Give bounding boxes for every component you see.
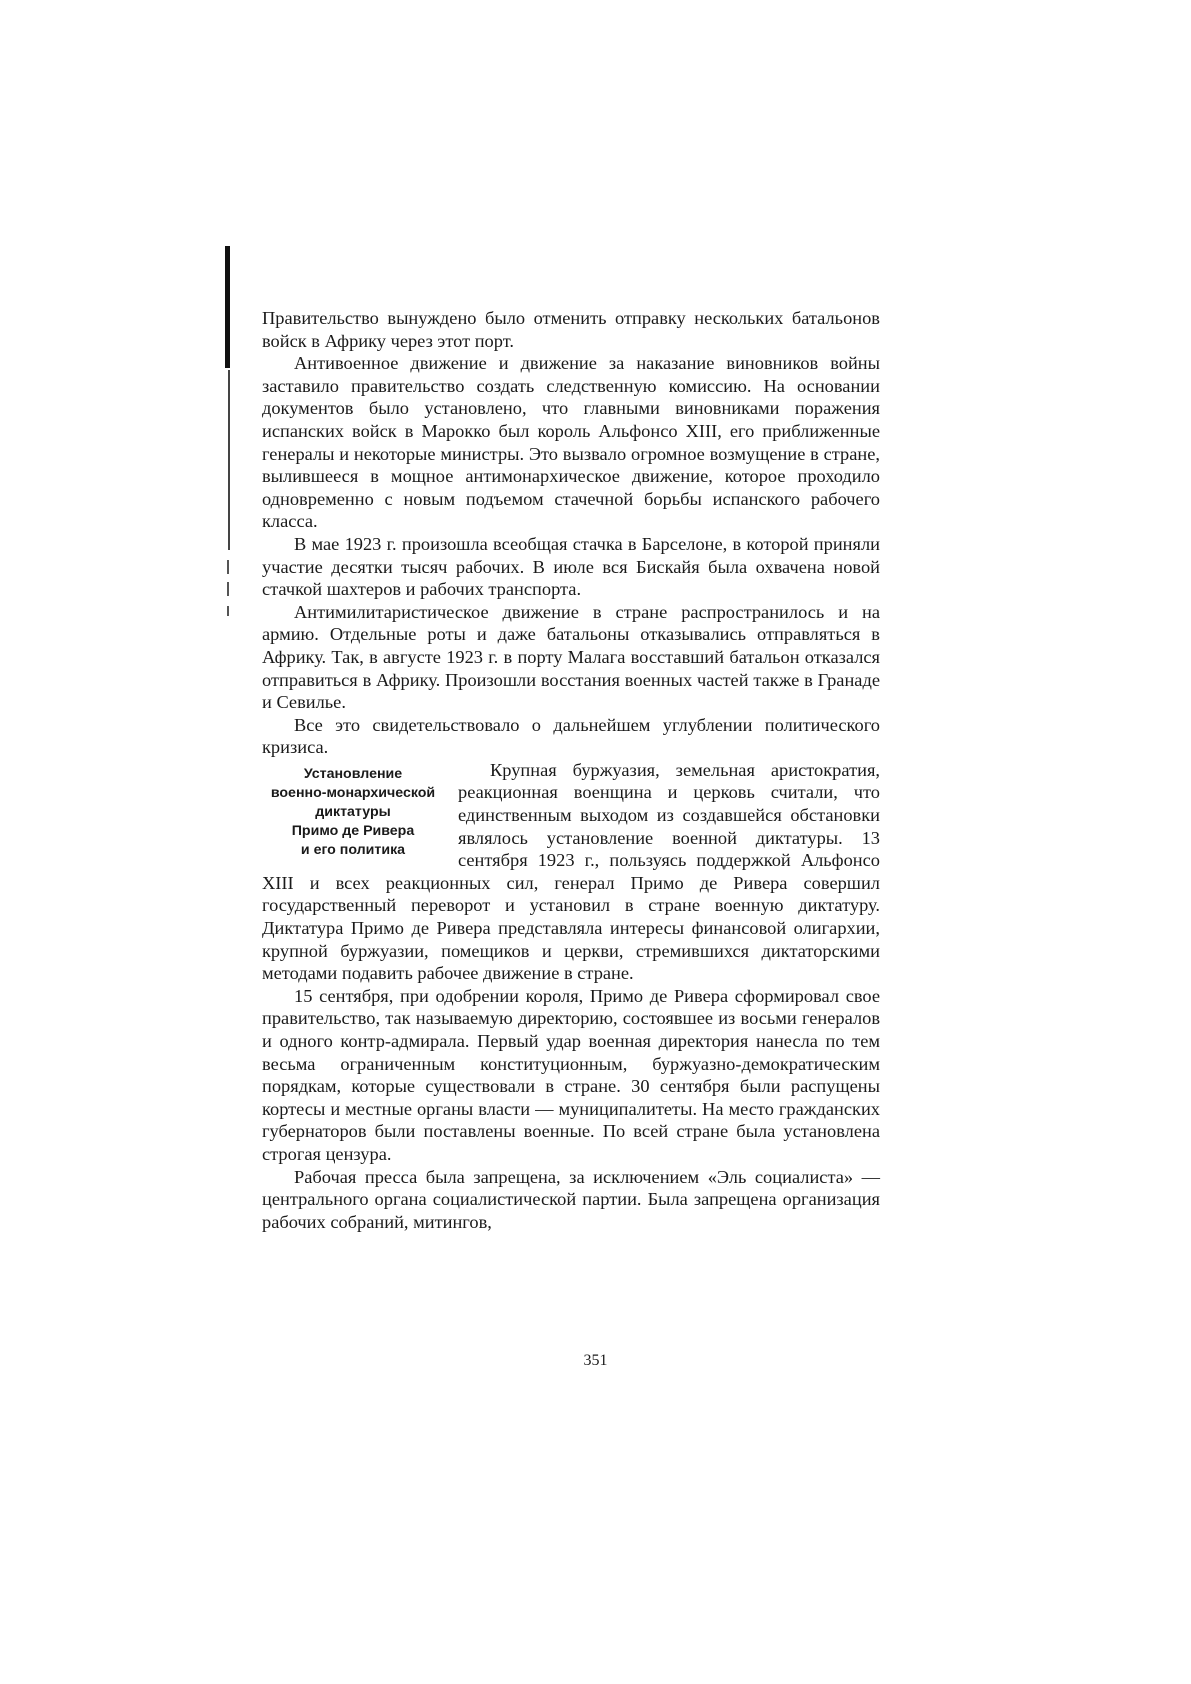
paragraph: В мае 1923 г. произошла всеобщая стачка в Барселоне, в которой приняли участие десятки тысяч рабочих. В июле вся Бискайя была охвачена новой стачкой шахтеров и рабочих транспорта. <box>262 533 880 600</box>
paragraph: Антивоенное движение и движение за наказание виновников войны заставило правительство создать следственную комиссию. На основании документов было установлено, что главными виновниками поражения испанских войск в Марокко был король Альфонсо XIII, его приближенные генералы и некоторые министры. Это вызвало огромное возмущение в стране, вылившееся в мощное антимонархическое движение, которое проходило одновременно с новым подъемом стачечной борьбы испанского рабочего класса. <box>262 353 880 532</box>
paragraph: Все это свидетельствовало о дальнейшем углублении политического кризиса. <box>262 714 880 758</box>
paragraph: Рабочая пресса была запрещена, за исключением «Эль социалиста» — центрального органа социалистической партии. Была запрещена организация рабочих собраний, митингов, <box>262 1166 880 1232</box>
side-heading-line: военно-монархической <box>270 784 436 801</box>
side-heading-line: Примо де Ривера <box>291 822 415 839</box>
side-heading-line: диктатуры <box>315 803 391 820</box>
side-heading-line: и его политика <box>300 841 406 858</box>
margin-tick-mark <box>227 606 229 616</box>
paragraph: Антимилитаристическое движение в стране распространилось и на армию. Отдельные роты и даже батальоны отказывались отправляться в Африку. Так, в августе 1923 г. в порту Малага восставший батальон отказался отправиться в Африку. Произошли восстания военных частей также в Гранаде и Севилье. <box>262 601 880 713</box>
paragraph: Правительство вынуждено было отменить отправку нескольких батальонов войск в Африку через этот порт. <box>262 308 880 351</box>
margin-tick-mark <box>227 582 229 596</box>
paragraph: 15 сентября, при одобрении короля, Примо де Ривера сформировал свое правительство, так называемую директорию, состоявшее из восьми генералов и одного контр-адмирала. Первый удар военная директория нанесла по тем весьма ограниченным конституционным, буржуазно-демократическим порядкам, которые существовали в стране. 30 сентября были распущены кортесы и местные органы власти — муниципалитеты. На место гражданских губернаторов были поставлены военные. По всей стране была установлена строгая цензура. <box>262 985 880 1164</box>
section-side-heading <box>260 765 446 860</box>
side-heading-line: Установление <box>303 765 403 782</box>
margin-tick-mark <box>227 560 229 574</box>
page-number: 351 <box>583 1352 608 1369</box>
margin-marker-line <box>228 370 230 550</box>
body-text <box>262 307 880 1233</box>
paragraph: Крупная буржуазия, земельная аристократия, реакционная военщина и церковь считали, что единственным выходом из создавшейся обстановки являлось установление военной диктатуры. 13 сентября 1923 г., пользуясь поддержкой Альфонсо XIII и всех реакционных сил, генерал Примо де Ривера совершил государственный переворот и установил в стране военную диктатуру. Диктатура Примо де Ривера представляла интересы финансовой олигархии, крупной буржуазии, помещиков и церкви, стремившихся диктаторскими методами подавить рабочее движение в стране. <box>262 759 880 984</box>
margin-marker-bar <box>225 246 230 368</box>
